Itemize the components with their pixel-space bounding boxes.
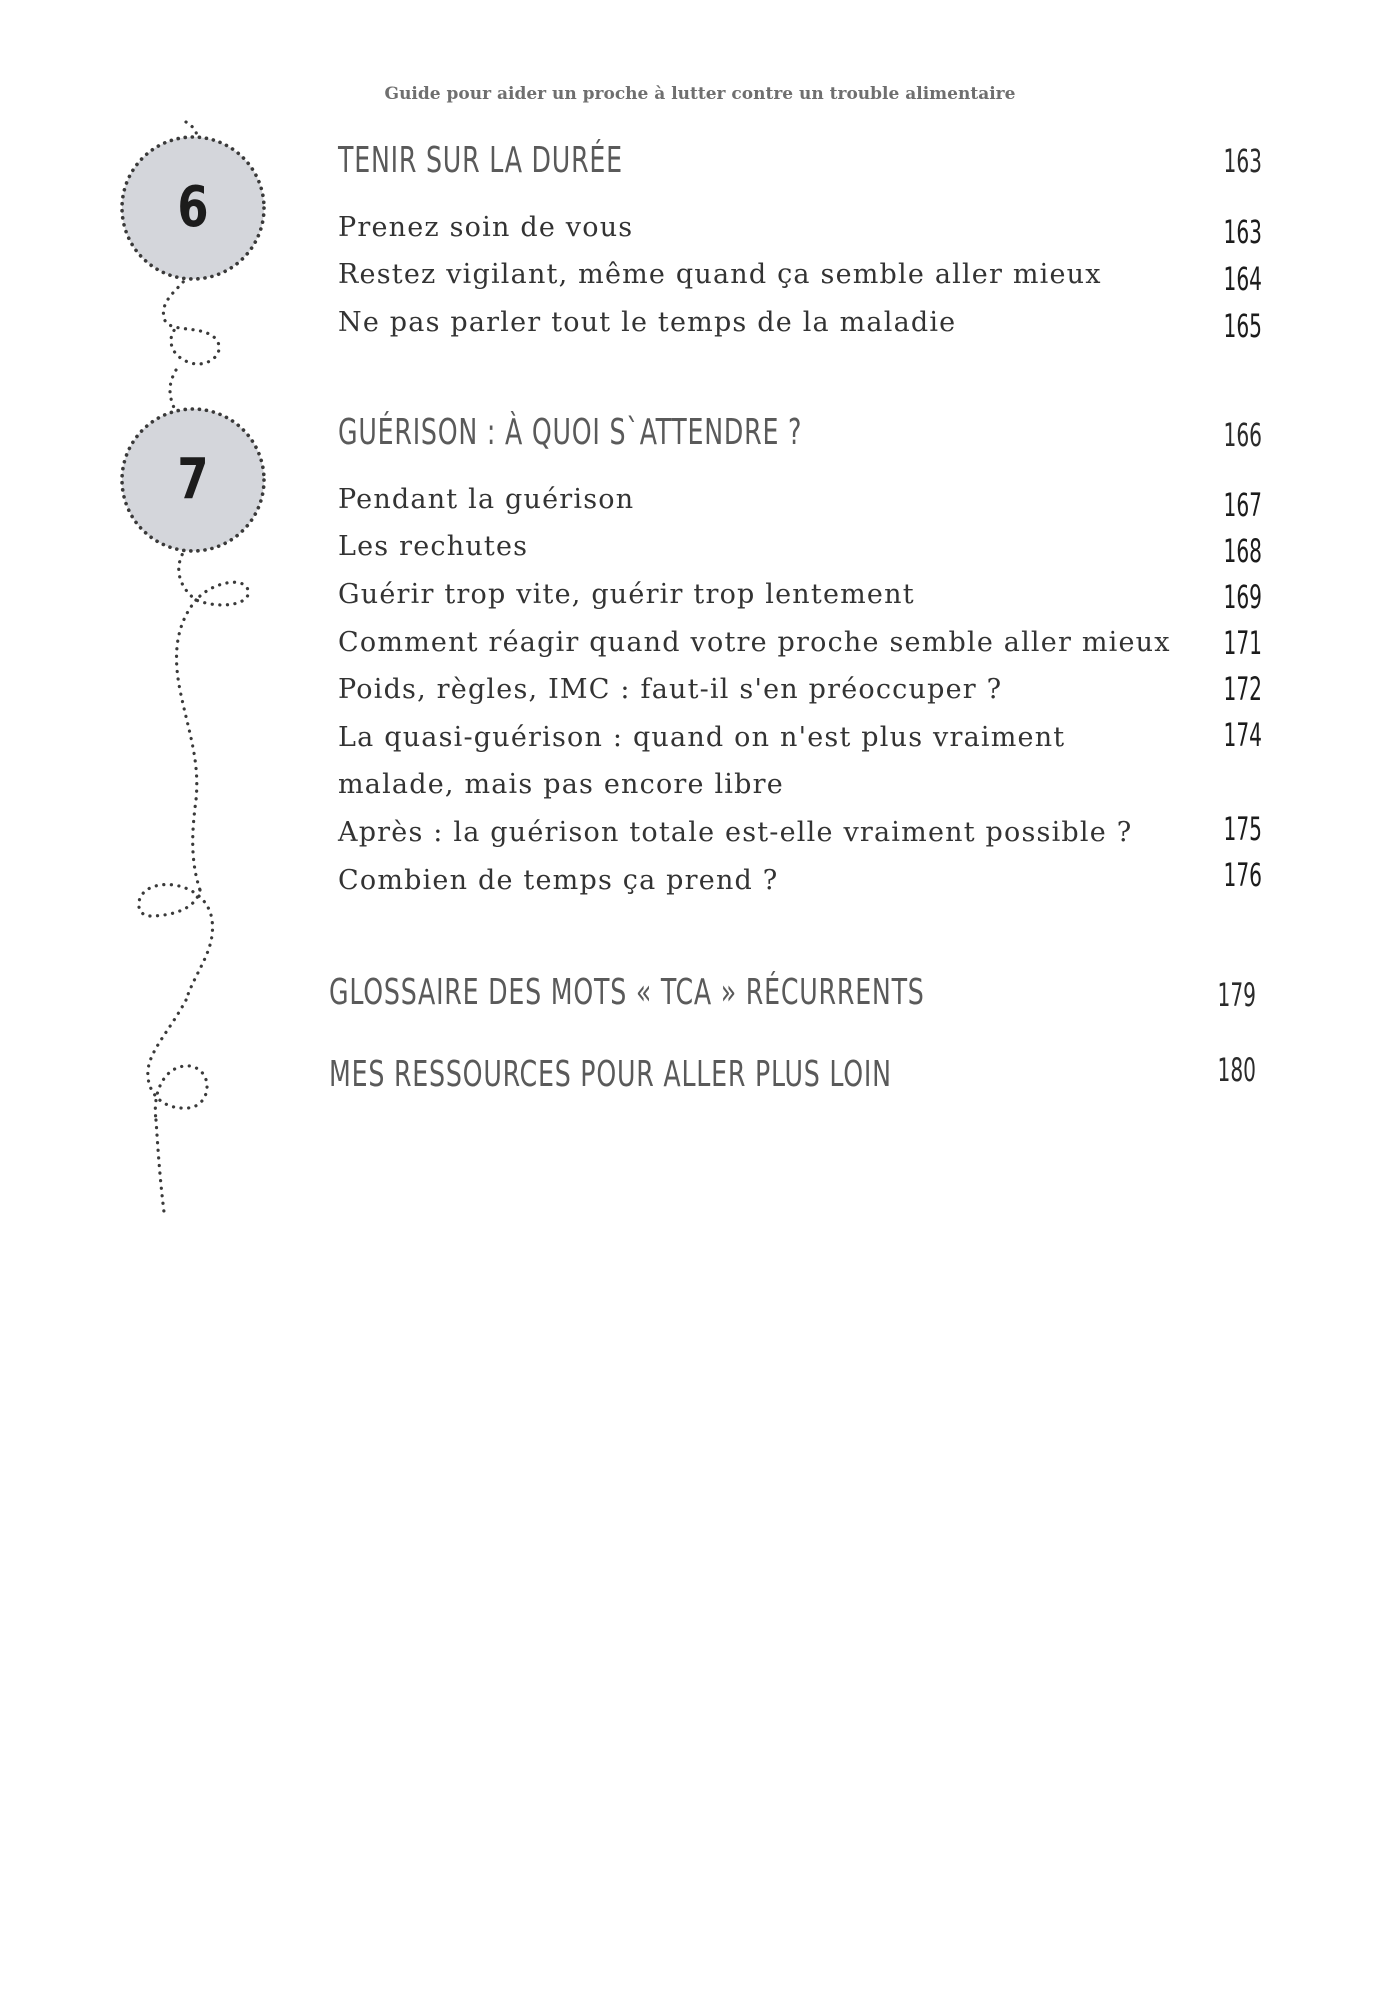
glossary-page: 179	[1217, 976, 1256, 1014]
toc-entry-page: 165	[1223, 307, 1262, 345]
toc-entry[interactable]: Poids, règles, IMC : faut-il s'en préoccuper ?	[338, 674, 1003, 705]
toc-entry-continuation[interactable]: malade, mais pas encore libre	[338, 769, 784, 800]
resources-page: 180	[1217, 1051, 1256, 1089]
toc-entry[interactable]: Prenez soin de vous	[338, 212, 634, 243]
toc-entry-page: 171	[1223, 624, 1262, 662]
toc-entry[interactable]: Les rechutes	[338, 531, 529, 562]
resources-title[interactable]: MES RESSOURCES POUR ALLER PLUS LOIN	[329, 1054, 892, 1095]
toc-entry-page: 172	[1223, 670, 1262, 708]
toc-entry-page: 174	[1223, 716, 1262, 754]
chapter-6-number: 6	[177, 175, 209, 240]
toc-entry[interactable]: Restez vigilant, même quand ça semble aller mieux	[338, 259, 1102, 290]
running-header: Guide pour aider un proche à lutter contre un trouble alimentaire	[384, 84, 1016, 104]
toc-entry-page: 167	[1223, 486, 1262, 524]
toc-entry[interactable]: Pendant la guérison	[338, 484, 635, 515]
chapter-7-title[interactable]: GUÉRISON : À QUOI S`ATTENDRE ?	[338, 412, 803, 453]
toc-entry-page: 175	[1223, 810, 1262, 848]
toc-entry[interactable]: Ne pas parler tout le temps de la maladie	[338, 307, 957, 338]
toc-entry[interactable]: Comment réagir quand votre proche semble aller mieux	[338, 627, 1171, 658]
toc-entry[interactable]: Combien de temps ça prend ?	[338, 865, 779, 896]
toc-entry-page: 168	[1223, 532, 1262, 570]
chapter-7-number: 7	[177, 447, 209, 512]
toc-entry-page: 164	[1223, 260, 1262, 298]
toc-entry-page: 176	[1223, 856, 1262, 894]
toc-entry-page: 163	[1223, 213, 1262, 251]
chapter-7-page: 166	[1223, 416, 1262, 454]
toc-entry-page: 169	[1223, 578, 1262, 616]
chapter-6-title[interactable]: TENIR SUR LA DURÉE	[338, 140, 623, 181]
toc-entry[interactable]: La quasi-guérison : quand on n'est plus vraiment	[338, 722, 1066, 753]
chapter-6-page: 163	[1223, 142, 1262, 180]
toc-entry[interactable]: Guérir trop vite, guérir trop lentement	[338, 579, 915, 610]
glossary-title[interactable]: GLOSSAIRE DES MOTS « TCA » RÉCURRENTS	[329, 972, 925, 1013]
toc-entry[interactable]: Après : la guérison totale est-elle vraiment possible ?	[338, 817, 1133, 848]
